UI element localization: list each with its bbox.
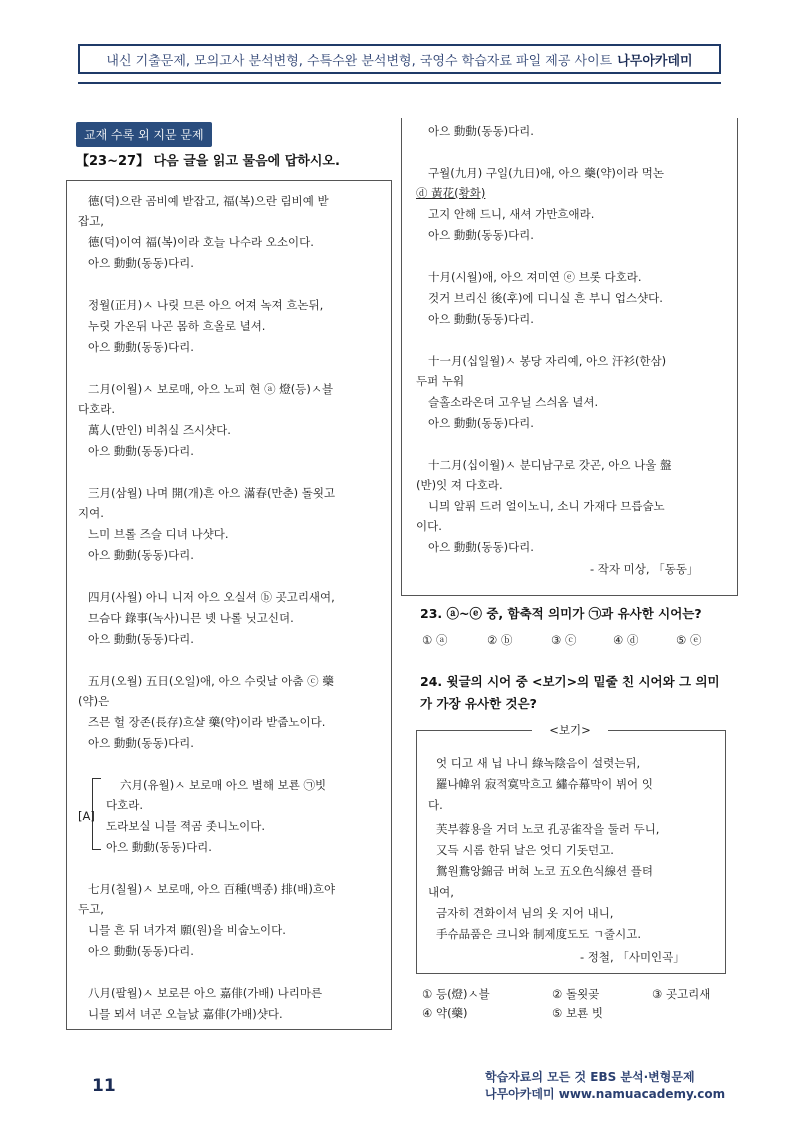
- poem-line: 德(덕)으란 곰비예 받잡고, 福(복)으란 림비예 받: [88, 194, 329, 208]
- poem-line: 정월(正月)ㅅ 나릿 므른 아으 어져 녹져 흐논뒤,: [88, 298, 324, 312]
- poem-line: 六月(유월)ㅅ 보로매 아으 별해 보룐 ㉠빗: [120, 778, 327, 792]
- poem-line: 아으 動動(동동)다리.: [428, 416, 534, 430]
- poem-line: 萬人(만인) 비취실 즈시샷다.: [88, 423, 231, 437]
- poem-line: 五月(오월) 五日(오일)애, 아으 수릿날 아춤 ⓒ 藥: [88, 674, 334, 688]
- q24-option-1[interactable]: ① 등(燈)ㅅ블: [422, 987, 490, 1001]
- poem-line: 다호라.: [106, 798, 143, 812]
- q23-option-1[interactable]: ① ⓐ: [422, 633, 448, 647]
- question-24-line1: 24. 윗글의 시어 중 <보기>의 밑줄 친 시어와 그 의미: [420, 674, 720, 689]
- q24-option-3[interactable]: ③ 곳고리새: [652, 987, 711, 1001]
- header-tagline: 내신 기출문제, 모의고사 분석변형, 수특수완 분석변형, 국영수 학습자료 파일 제공 사이트: [106, 53, 613, 69]
- q23-option-2[interactable]: ② ⓑ: [487, 633, 513, 647]
- poem-line: 十二月(십이월)ㅅ 분디남구로 갓곤, 아으 나울 盤: [428, 458, 672, 472]
- poem-line: 지여.: [78, 506, 104, 520]
- bogi-line: 又득 시롬 한뒤 날은 엇디 기돗던고.: [436, 843, 614, 857]
- bogi-title: <보기>: [532, 722, 608, 738]
- poem-line: 두퍼 누워: [416, 374, 465, 388]
- question-23: 23. ⓐ~ⓔ 중, 함축적 의미가 ㉠과 유사한 시어는?: [420, 606, 702, 621]
- poem-line: (약)은: [78, 694, 110, 708]
- poem-line: 아으 動動(동동)다리.: [88, 256, 194, 270]
- q24-option-2[interactable]: ② 돌욋곶: [552, 987, 600, 1001]
- poem-line: 아으 動動(동동)다리.: [88, 736, 194, 750]
- poem-line: 므슴다 錄事(녹사)니믄 녯 나롤 닛고신뎌.: [88, 611, 294, 625]
- bogi-line: 鴛원鴦앙錦금 버혀 노코 五오色식線션 플텨: [436, 864, 653, 878]
- poem-line: 아으 動動(동동)다리.: [88, 632, 194, 646]
- poem-line: 七月(칠월)ㅅ 보로매, 아으 百種(백종) 排(배)흐야: [88, 882, 336, 896]
- poem-line: 二月(이월)ㅅ 보로매, 아으 노피 현 ⓐ 燈(등)ㅅ블: [88, 382, 334, 396]
- poem-line: 구월(九月) 구일(九日)애, 아으 藥(약)이라 먹논: [428, 166, 665, 180]
- poem-line: 느미 브롤 즈슬 디녀 나샷다.: [88, 527, 229, 541]
- footer-website[interactable]: 나무아카데미 www.namuacademy.com: [485, 1087, 726, 1101]
- bogi-line: 다.: [428, 798, 443, 812]
- poem-line: 두고,: [78, 902, 104, 916]
- poem-line: 十一月(십일월)ㅅ 봉당 자리예, 아으 汗衫(한삼): [428, 354, 667, 368]
- q24-option-4[interactable]: ④ 약(藥): [422, 1006, 468, 1020]
- poem-line: 누릿 가온뒤 나곤 몸하 흐올로 녈셔.: [88, 319, 266, 333]
- poem-line: 아으 動動(동동)다리.: [88, 340, 194, 354]
- poem-line: 八月(팔월)ㅅ 보로믄 아으 嘉俳(가배) 나리마른: [88, 986, 323, 1000]
- poem-line: 아으 動動(동동)다리.: [88, 548, 194, 562]
- bogi-line: 羅나幃위 寂적寞막흐고 繡슈幕막이 뷔어 잇: [436, 777, 653, 791]
- bogi-line: 手슈品품은 크니와 制제度도도 ㄱ줄시고.: [436, 927, 642, 941]
- poem-source: - 작자 미상, 「동동」: [590, 562, 699, 576]
- poem-line: 德(덕)이여 福(복)이라 호늘 나수라 오소이다.: [88, 235, 314, 249]
- poem-line: 고지 안해 드니, 새셔 가만흐애라.: [428, 207, 595, 221]
- footer-tagline: 학습자료의 모든 것 EBS 분석·변형문제: [485, 1070, 695, 1084]
- poem-line: 니믈 흔 뒤 녀가져 願(원)을 비숩노이다.: [88, 923, 286, 937]
- section-tag: 교재 수록 외 지문 문제: [76, 122, 212, 147]
- poem-line: 것거 브리신 後(후)에 디니실 흔 부니 업스샷다.: [428, 291, 663, 305]
- bogi-line: 엇 디고 새 닙 나니 綠녹陰음이 설렷는뒤,: [436, 756, 641, 770]
- poem-line: 니믈 뫼셔 녀곤 오늘낤 嘉俳(가배)샷다.: [88, 1007, 283, 1021]
- poem-line: 아으 動動(동동)다리.: [428, 124, 534, 138]
- poem-line: 다호라.: [78, 402, 115, 416]
- poem-line: 니믜 알퓌 드러 얼이노니, 소니 가재다 므릅숩노: [428, 499, 665, 513]
- poem-line: 아으 動動(동동)다리.: [106, 840, 212, 854]
- bogi-source: - 정철, 「사미인곡」: [580, 950, 685, 964]
- bogi-line: 芙부蓉용을 거더 노코 孔공雀작을 둘러 두니,: [436, 822, 660, 836]
- poem-line: 아으 動動(동동)다리.: [88, 444, 194, 458]
- q23-option-5[interactable]: ⑤ ⓔ: [676, 633, 702, 647]
- poem-line: 도라보실 니믈 젹곰 좃니노이다.: [106, 819, 266, 833]
- bogi-line: 금자히 견화이셔 님의 옷 지어 내니,: [436, 906, 614, 920]
- site-header-banner: [78, 44, 721, 74]
- page-number: 11: [92, 1076, 116, 1096]
- poem-line: 아으 動動(동동)다리.: [428, 312, 534, 326]
- poem-line: 아으 動動(동동)다리.: [428, 228, 534, 242]
- poem-line: 아으 動動(동동)다리.: [88, 944, 194, 958]
- poem-line: 十月(시월)애, 아으 져미연 ⓔ 브롯 다호라.: [428, 270, 642, 284]
- bogi-line: 내여,: [428, 885, 454, 899]
- header-brand: 나무아카데미: [617, 53, 693, 69]
- poem-line: ⓓ 黃花(황화): [416, 186, 486, 200]
- poem-line: 이다.: [416, 519, 442, 533]
- poem-line: (반)잇 져 다호라.: [416, 478, 503, 492]
- stanza-label-a: [A]: [78, 809, 95, 823]
- poem-line: 四月(사월) 아니 니저 아으 오실셔 ⓑ 곳고리새여,: [88, 590, 335, 604]
- header-divider: [78, 82, 721, 84]
- q24-option-5[interactable]: ⑤ 보룐 빗: [552, 1006, 603, 1020]
- poem-line: 아으 動動(동동)다리.: [428, 540, 534, 554]
- poem-line: 즈믄 헐 장존(長存)흐샬 藥(약)이라 받줍노이다.: [88, 715, 326, 729]
- q23-option-3[interactable]: ③ ⓒ: [551, 633, 577, 647]
- poem-line: 잡고,: [78, 214, 104, 228]
- question-24-line2: 가 가장 유사한 것은?: [420, 696, 537, 711]
- q23-option-4[interactable]: ④ ⓓ: [613, 633, 639, 647]
- poem-line: 슬홀소라온뎌 고우닐 스싀옴 녈셔.: [428, 395, 599, 409]
- poem-line: 三月(삼월) 나며 開(개)흔 아으 滿春(만춘) 돌욋고: [88, 486, 336, 500]
- question-range-heading: 【23~27】 다음 글을 읽고 물음에 답하시오.: [76, 154, 340, 169]
